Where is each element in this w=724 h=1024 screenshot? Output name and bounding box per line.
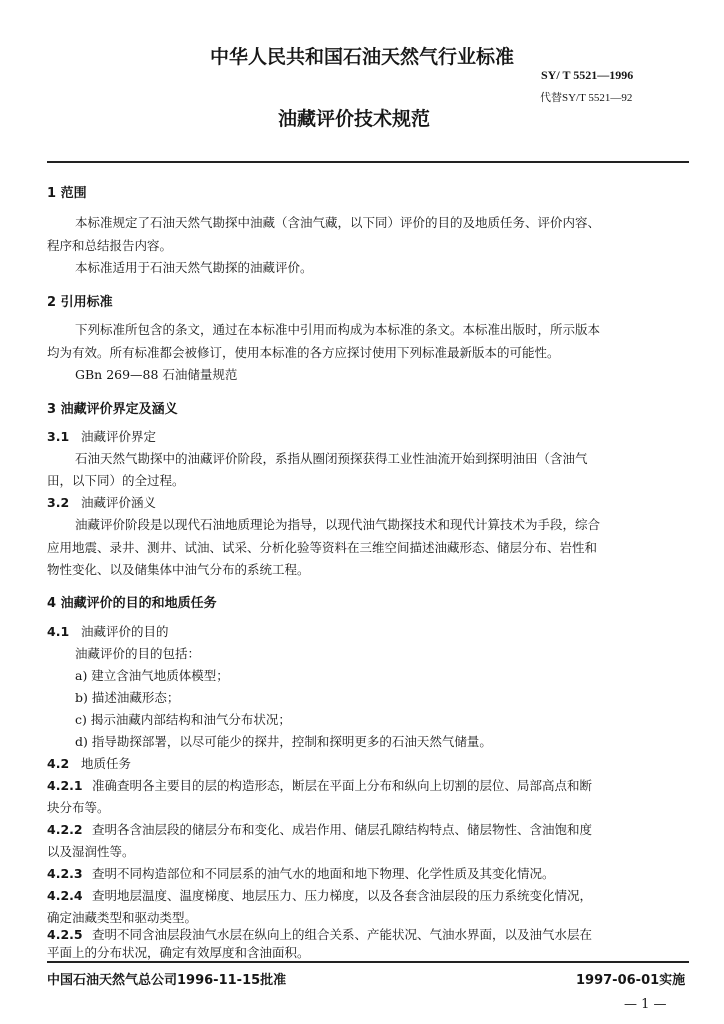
clause-4-2-5-line-2: 平面上的分布状况，确定有效厚度和含油面积。 — [47, 945, 310, 960]
section-1-heading: 1 范围 — [47, 186, 87, 201]
subsection-title: 油藏评价涵义 — [81, 495, 157, 510]
section-2-paragraph-line-1: 下列标准所包含的条文，通过在本标准中引用而构成为本标准的条文。本标准出版时，所示版本 — [75, 322, 601, 337]
subsection-4-1-intro: 油藏评价的目的包括： — [75, 646, 201, 661]
clause-4-2-1-line-2: 块分布等。 — [47, 800, 110, 815]
clause-number: 4.2.5 — [47, 927, 83, 942]
subsection-3-2 — [47, 493, 156, 511]
subsection-number: 4.1 — [47, 624, 70, 639]
section-2-paragraph-line-2: 均为有效。所有标准都会被修订，使用本标准的各方应探讨使用下列标准最新版本的可能性。 — [47, 345, 560, 360]
replaces-standard: 代替SY/T 5521—92 — [540, 92, 633, 104]
subsection-4-1 — [47, 622, 169, 640]
page-number: — 1 — — [624, 997, 667, 1012]
section-1-paragraph-1-line-2: 程序和总结报告内容。 — [47, 238, 173, 253]
subsection-3-2-line-2: 应用地震、录井、测井、试油、试采、分析化验等资料在三维空间描述油藏形态、储层分布、岩性和 — [47, 540, 598, 555]
section-2-heading: 2 引用标准 — [47, 295, 113, 310]
clause-4-2-4-line-1 — [47, 886, 592, 904]
clause-4-2-2-line-1 — [47, 820, 592, 838]
clause-4-2-2-line-2: 以及湿润性等。 — [47, 844, 135, 859]
subsection-3-1-line-1: 石油天然气勘探中的油藏评价阶段，系指从圈闭预探获得工业性油流开始到探明油田（含油气 — [75, 451, 588, 466]
header-divider — [47, 161, 689, 163]
standard-code: SY/ T 5521—1996 — [541, 68, 634, 82]
subsection-title: 地质任务 — [81, 756, 132, 771]
subsection-number: 4.2 — [47, 756, 70, 771]
subsection-number: 3.1 — [47, 429, 70, 444]
section-3-heading: 3 油藏评价界定及涵义 — [47, 402, 178, 417]
clause-text: 查明不同构造部位和不同层系的油气水的地面和地下物理、化学性质及其变化情况。 — [92, 866, 555, 881]
clause-4-2-4-line-2: 确定油藏类型和驱动类型。 — [47, 910, 198, 925]
clause-number: 4.2.2 — [47, 822, 83, 837]
clause-number: 4.2.4 — [47, 888, 83, 903]
list-item-a: a) 建立含油气地质体模型； — [75, 668, 229, 683]
clause-4-2-1-line-1 — [47, 776, 592, 794]
clause-text: 查明各含油层段的储层分布和变化、成岩作用、储层孔隙结构特点、储层物性、含油饱和度 — [92, 822, 593, 837]
clause-number: 4.2.1 — [47, 778, 83, 793]
subsection-3-1-line-2: 田，以下同）的全过程。 — [47, 473, 185, 488]
clause-4-2-5-line-1 — [47, 925, 592, 943]
clause-4-2-3 — [47, 864, 555, 882]
subsection-number: 3.2 — [47, 495, 70, 510]
subsection-title: 油藏评价界定 — [81, 429, 157, 444]
clause-text: 查明地层温度、温度梯度、地层压力、压力梯度，以及各套含油层段的压力系统变化情况， — [92, 888, 593, 903]
subsection-3-2-line-3: 物性变化、以及储集体中油气分布的系统工程。 — [47, 562, 310, 577]
section-4-heading: 4 油藏评价的目的和地质任务 — [47, 596, 217, 611]
subsection-3-1 — [47, 427, 156, 445]
normative-reference: GBn 269—88 石油储量规范 — [75, 367, 238, 382]
effective-date: 1997-06-01实施 — [576, 973, 686, 988]
list-item-d: d) 指导勘探部署，以尽可能少的探井，控制和探明更多的石油天然气储量。 — [75, 734, 492, 749]
subsection-title: 油藏评价的目的 — [81, 624, 169, 639]
approval-line: 中国石油天然气总公司1996-11-15批准 — [47, 973, 287, 988]
subsection-3-2-line-1: 油藏评价阶段是以现代石油地质理论为指导，以现代油气勘探技术和现代计算技术为手段，综合 — [75, 517, 601, 532]
clause-text: 准确查明各主要目的层的构造形态，断层在平面上分布和纵向上切割的层位、局部高点和断 — [92, 778, 593, 793]
list-item-b: b) 描述油藏形态； — [75, 690, 180, 705]
clause-number: 4.2.3 — [47, 866, 83, 881]
footer-divider — [47, 961, 689, 963]
section-1-paragraph-1-line-1: 本标准规定了石油天然气勘探中油藏（含油气藏，以下同）评价的目的及地质任务、评价内容、 — [75, 215, 601, 230]
subsection-4-2 — [47, 754, 131, 772]
list-item-c: c) 揭示油藏内部结构和油气分布状况； — [75, 712, 291, 727]
clause-text: 查明不同含油层段油气水层在纵向上的组合关系、产能状况、气油水界面，以及油气水层在 — [92, 927, 593, 942]
standard-category-title: 中华人民共和国石油天然气行业标准 — [210, 46, 515, 68]
section-1-paragraph-2: 本标准适用于石油天然气勘探的油藏评价。 — [75, 260, 313, 275]
document-title: 油藏评价技术规范 — [278, 108, 431, 130]
